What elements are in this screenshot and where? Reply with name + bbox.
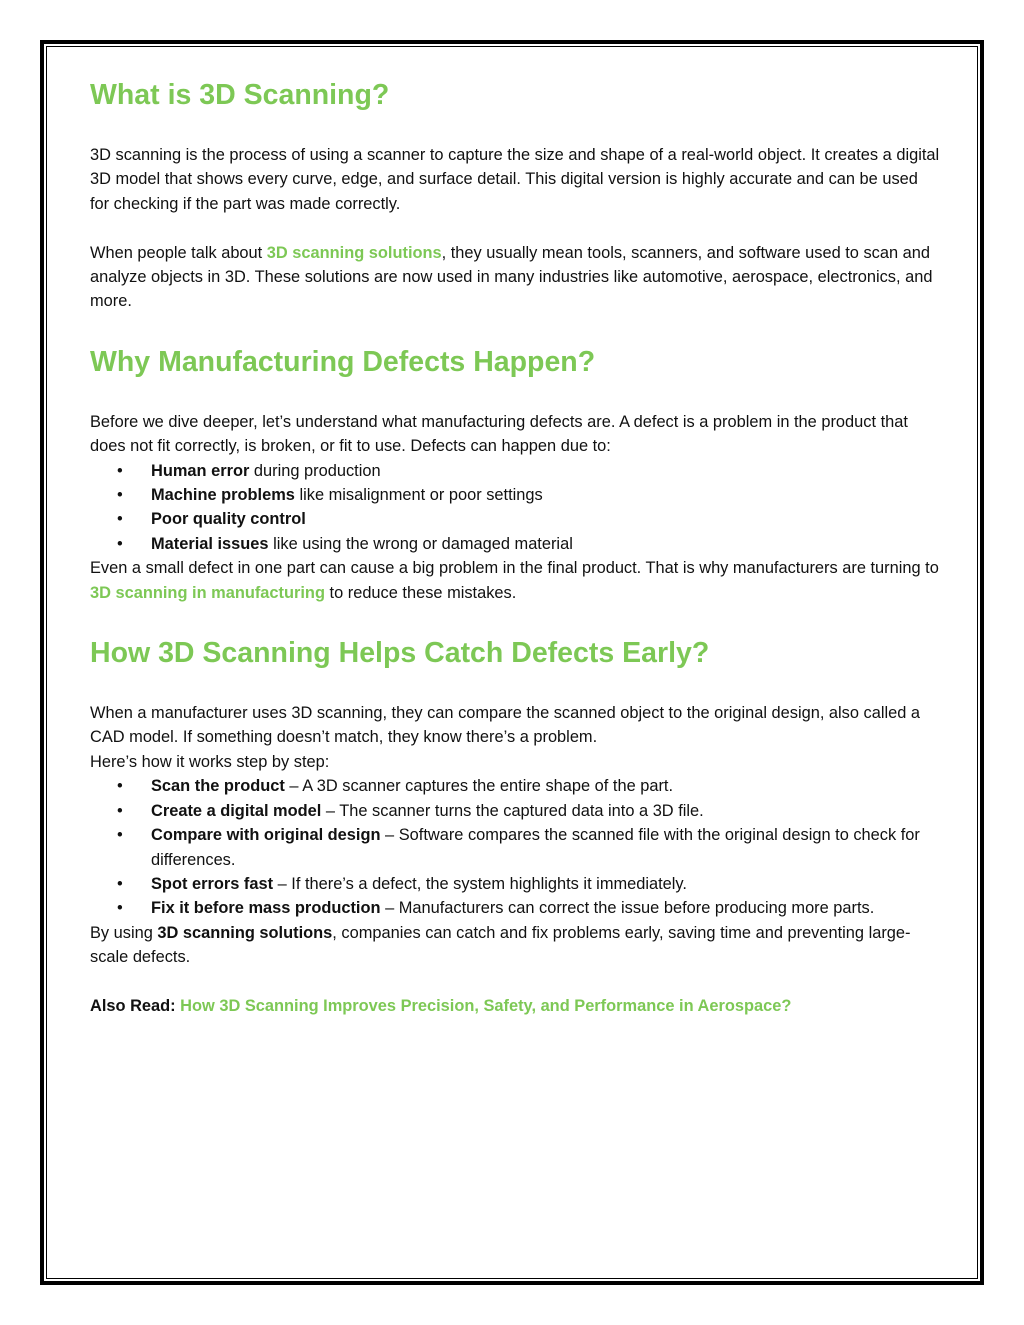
bullet-icon: •	[117, 801, 123, 820]
list-item	[90, 896, 940, 920]
item-title: Compare with original design	[151, 826, 381, 845]
paragraph-compare-intro: When a manufacturer uses 3D scanning, they can compare the scanned object to the original design, also called a CAD model. If something doesn’t match, they know there’s a problem.	[90, 704, 921, 747]
bold-3d-scanning-solutions: 3D scanning solutions	[157, 923, 333, 942]
list-item	[90, 823, 940, 872]
bullet-icon: •	[117, 777, 123, 796]
article-body	[90, 78, 940, 1018]
also-read-line	[90, 994, 940, 1018]
paragraph-conclusion	[90, 921, 940, 970]
bullet-icon: •	[117, 461, 123, 480]
link-3d-scanning-solutions[interactable]: 3D scanning solutions	[266, 243, 442, 262]
item-title: Create a digital model	[151, 801, 322, 820]
item-text: – A 3D scanner captures the entire shape of the part.	[284, 777, 674, 796]
list-item	[90, 483, 940, 507]
bullet-icon: •	[117, 486, 123, 505]
list-item	[90, 459, 940, 483]
link-also-read-aerospace[interactable]: How 3D Scanning Improves Precision, Safety, and Performance in Aerospace?	[180, 996, 792, 1015]
paragraph-defects-intro: Before we dive deeper, let’s understand what manufacturing defects are. A defect is a problem in the product that does not fit correctly, is broken, or fit to use. Defects can happen due to:	[90, 412, 908, 456]
item-text: – If there’s a defect, the system highlights it immediately.	[273, 874, 687, 893]
paragraph-solutions	[90, 241, 940, 314]
text: Even a small defect in one part can cause a big problem in the final product. That is why manufacturers are turning to	[90, 559, 939, 578]
text: , they usually mean tools, scanners, and software used to scan and analyze objects in 3D. These solutions are now used in many industries like automotive, aerospace, electronics, and more.	[90, 243, 933, 311]
list-item	[90, 532, 940, 556]
text: , companies can catch and fix problems early, saving time and preventing large-scale defects.	[90, 923, 911, 967]
item-title: Human error	[151, 461, 250, 480]
paragraph-steps-intro: Here’s how it works step by step:	[90, 752, 330, 771]
text: By using	[90, 923, 158, 942]
also-read-label: Also Read:	[90, 996, 181, 1015]
defect-causes-list	[90, 459, 940, 557]
list-item	[90, 774, 940, 798]
item-text: like misalignment or poor settings	[294, 486, 543, 505]
bullet-icon: •	[117, 899, 123, 918]
heading-why-defects-happen: Why Manufacturing Defects Happen?	[90, 345, 596, 378]
paragraph-definition: 3D scanning is the process of using a scanner to capture the size and shape of a real-world object. It creates a digital 3D model that shows every curve, edge, and surface detail. This digital version is highly accurate and can be used for checking if the part was made correctly.	[90, 146, 940, 213]
paragraph-defects-outro	[90, 556, 940, 605]
list-item	[90, 507, 940, 531]
item-title: Material issues	[151, 534, 269, 553]
item-text: during production	[249, 461, 381, 480]
item-title: Scan the product	[151, 777, 285, 796]
bullet-icon: •	[117, 826, 123, 845]
item-title: Poor quality control	[151, 510, 306, 529]
heading-what-is-3d-scanning: What is 3D Scanning?	[90, 79, 390, 111]
item-text: – The scanner turns the captured data into a 3D file.	[321, 801, 704, 820]
link-3d-scanning-in-manufacturing[interactable]: 3D scanning in manufacturing	[90, 583, 325, 602]
text: When people talk about	[90, 243, 267, 262]
item-text: like using the wrong or damaged material	[268, 534, 573, 553]
text: to reduce these mistakes.	[324, 583, 517, 602]
item-title: Spot errors fast	[151, 874, 274, 893]
list-item	[90, 872, 940, 896]
item-text: – Manufacturers can correct the issue before producing more parts.	[380, 899, 875, 918]
bullet-icon: •	[117, 510, 123, 529]
steps-list	[90, 774, 940, 920]
item-title: Fix it before mass production	[151, 899, 381, 918]
heading-how-scanning-helps: How 3D Scanning Helps Catch Defects Early?	[90, 637, 710, 670]
item-text: – Software compares the scanned file with the original design to check for differences.	[151, 826, 920, 869]
bullet-icon: •	[117, 534, 123, 553]
item-title: Machine problems	[151, 486, 295, 505]
list-item	[90, 799, 940, 823]
bullet-icon: •	[117, 874, 123, 893]
